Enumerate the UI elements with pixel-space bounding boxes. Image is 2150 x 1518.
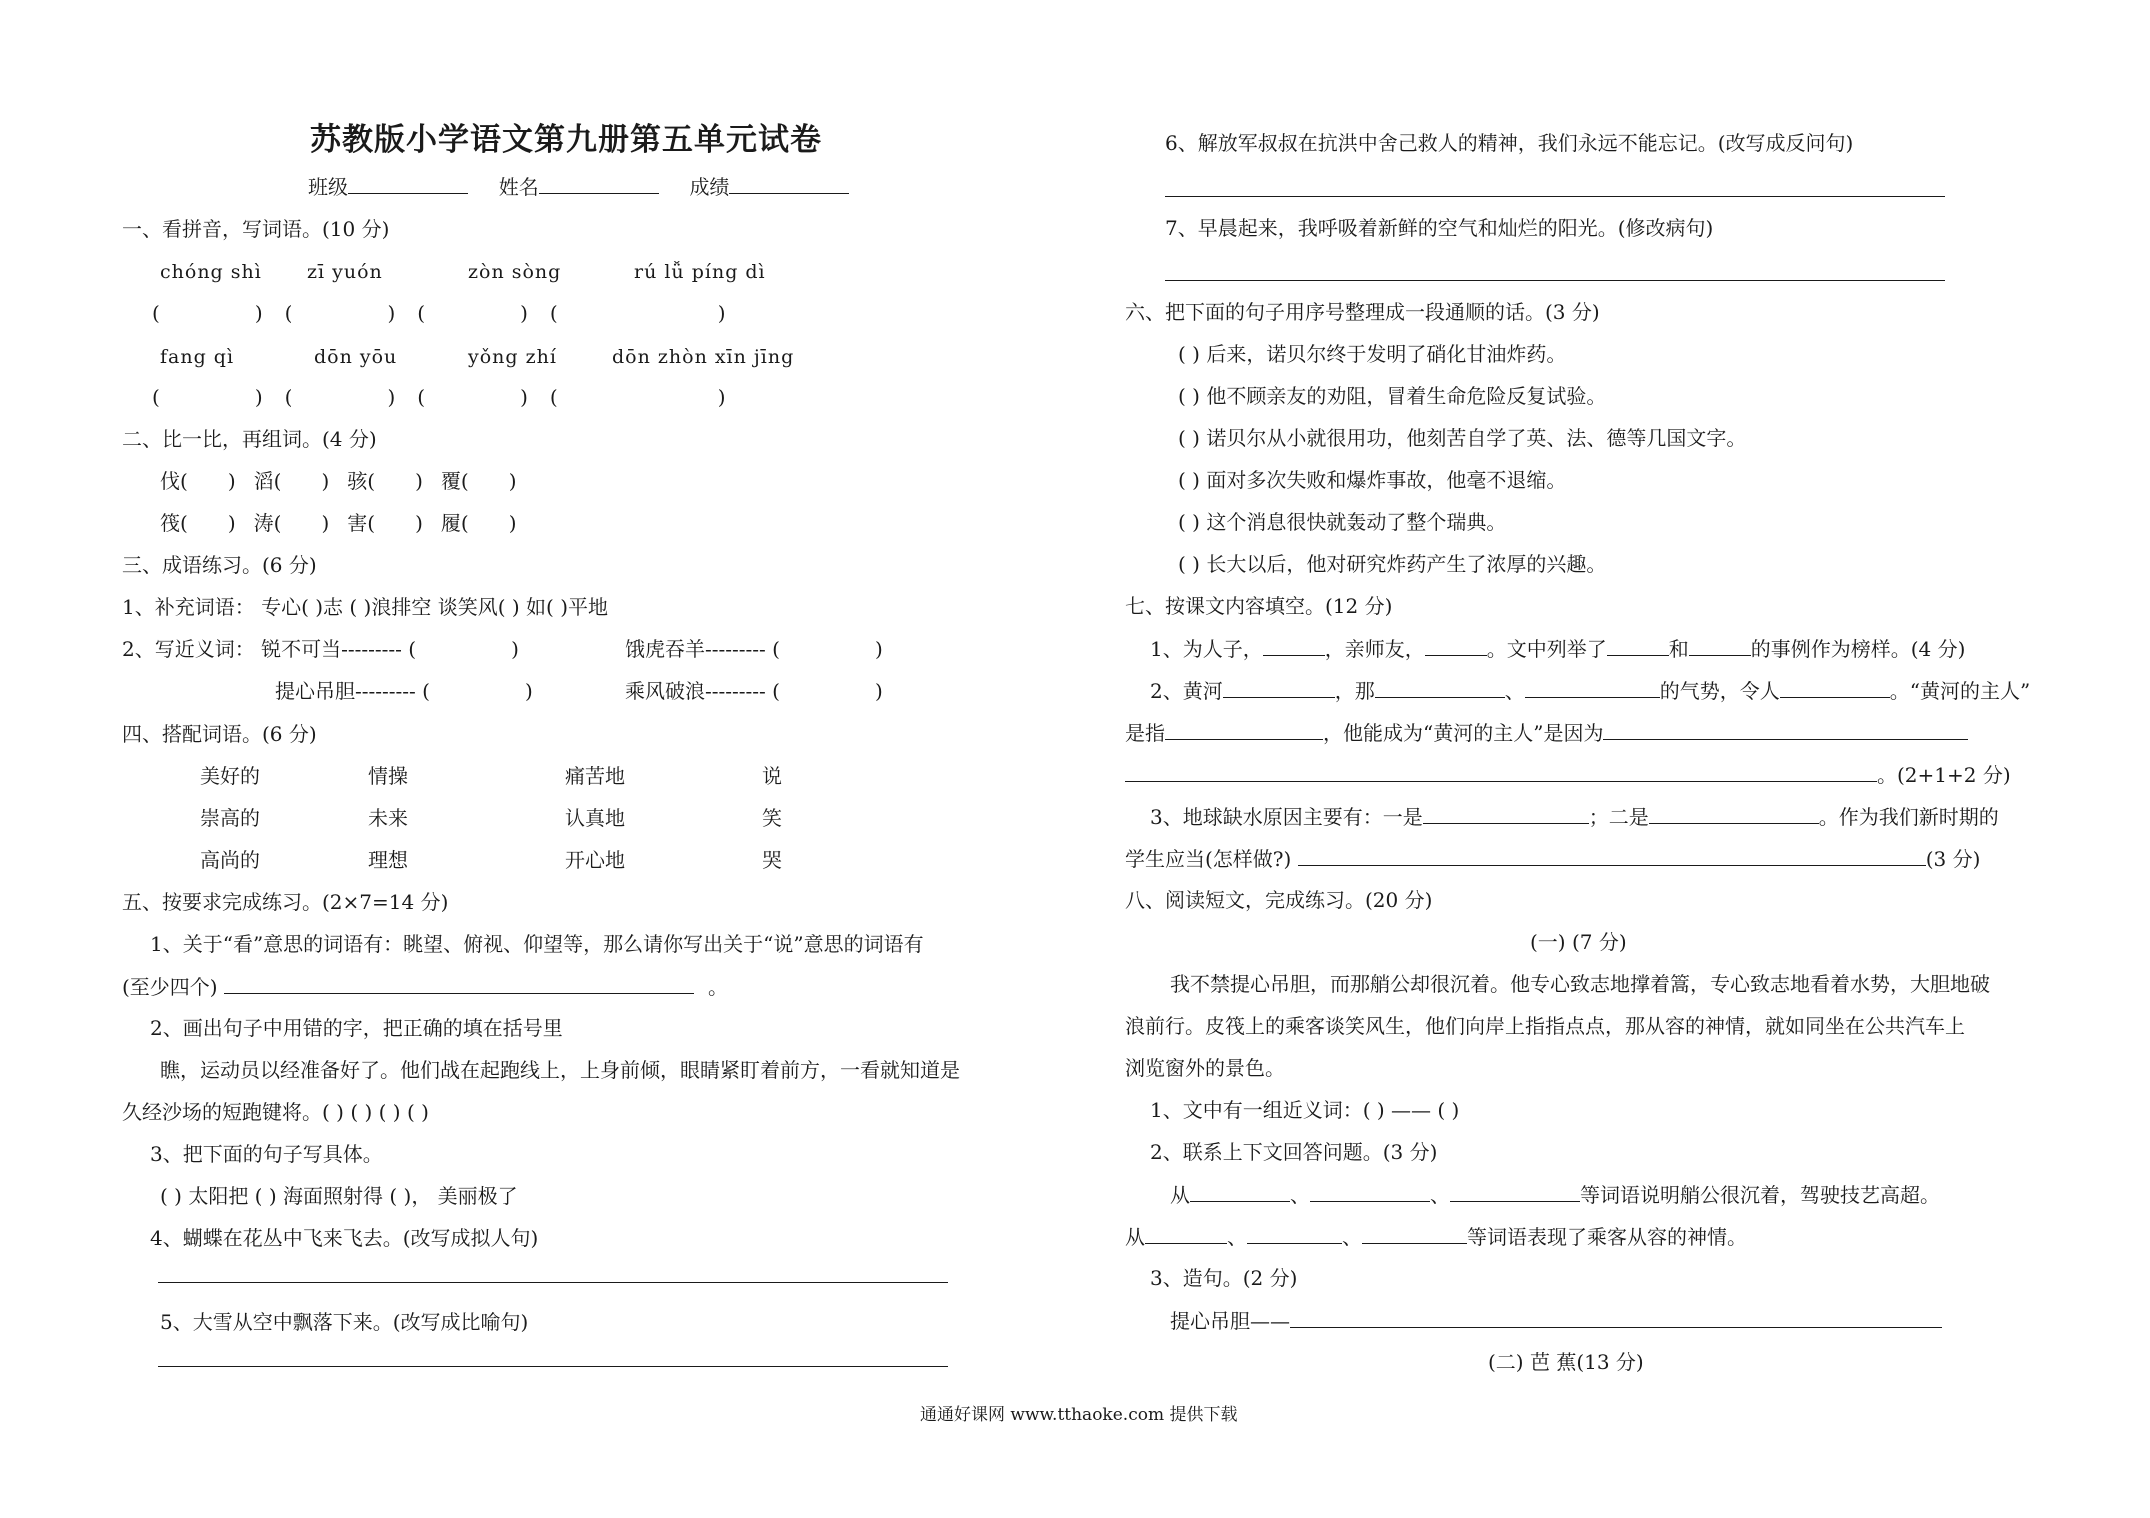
passage-2-title: (二) 芭 蕉(13 分) [1488, 1350, 1644, 1374]
order-item[interactable]: ( ) 面对多次失败和爆炸事故，他毫不退缩。 [1178, 468, 1567, 492]
pinyin-6: dōn yōu [314, 346, 398, 368]
score-label: 成绩 [689, 175, 730, 199]
order-item[interactable]: ( ) 后来，诺贝尔终于发明了硝化甘油炸药。 [1178, 342, 1567, 366]
pinyin-3: zòn sòng [468, 261, 562, 283]
passage-line: 浏览窗外的景色。 [1125, 1056, 1285, 1080]
section-4-heading: 四、搭配词语。(6 分) [122, 722, 317, 746]
passage-1-title: (一) (7 分) [1530, 930, 1627, 954]
class-label: 班级 [308, 175, 348, 199]
match-word[interactable]: 笑 [762, 806, 782, 830]
match-word[interactable]: 认真地 [565, 806, 625, 830]
student-info [308, 173, 849, 200]
order-item[interactable]: ( ) 诺贝尔从小就很用功，他刻苦自学了英、法、德等几国文字。 [1178, 426, 1747, 450]
synonym-1[interactable]: 2、写近义词： 锐不可当--------- ( ) [122, 637, 519, 661]
order-item[interactable]: ( ) 他不顾亲友的劝阻，冒着生命危险反复试验。 [1178, 384, 1607, 408]
q5-1-text: 1、关于“看”意思的词语有：眺望、俯视、仰望等，那么请你写出关于“说”意思的词语有 [150, 932, 924, 956]
q5-7-answer-line[interactable] [1165, 280, 1945, 281]
synonym-2[interactable]: 饿虎吞羊--------- ( ) [625, 637, 883, 661]
match-word[interactable]: 痛苦地 [565, 764, 625, 788]
q5-4-text: 4、蝴蝶在花丛中飞来飞去。(改写成拟人句) [150, 1226, 539, 1250]
q7-3[interactable]: 3、地球缺水原因主要有：一是 ；二是 。作为我们新时期的 [1150, 805, 1999, 829]
q5-6-text: 6、解放军叔叔在抗洪中舍己救人的精神，我们永远不能忘记。(改写成反问句) [1165, 131, 1854, 155]
q5-6-answer-line[interactable] [1165, 196, 1945, 197]
q5-1-answer[interactable]: (至少四个) 。 [122, 975, 728, 999]
q7-1[interactable]: 1、为人子， ，亲师友， 。文中列举了 和 的事例作为榜样。(4 分) [1150, 637, 1966, 661]
q8-3-sentence[interactable]: 提心吊胆—— [1170, 1307, 1942, 1334]
section-5-heading: 五、按要求完成练习。(2×7=14 分) [122, 890, 449, 914]
passage-line: 我不禁提心吊胆，而那艄公却很沉着。他专心致志地撑着篙，专心致志地看着水势，大胆地破 [1170, 972, 1990, 996]
section-7-heading: 七、按课文内容填空。(12 分) [1125, 594, 1393, 618]
match-word[interactable]: 理想 [368, 848, 408, 872]
footer-credit: 通通好课网 www.tthaoke.com 提供下载 [920, 1405, 1238, 1425]
q8-2: 2、联系上下文回答问题。(3 分) [1150, 1140, 1438, 1164]
section-3-heading: 三、成语练习。(6 分) [122, 553, 317, 577]
q8-1[interactable]: 1、文中有一组近义词：( ) —— ( ) [1150, 1098, 1460, 1122]
score-blank[interactable] [729, 173, 849, 194]
idiom-fill-line[interactable]: 1、补充词语： 专心( )志 ( )浪排空 谈笑风( ) 如( )平地 [122, 595, 609, 619]
pinyin-2: zī yuón [307, 261, 383, 283]
section-8-heading: 八、阅读短文，完成练习。(20 分) [1125, 888, 1433, 912]
passage-line: 浪前行。皮筏上的乘客谈笑风生，他们向岸上指指点点，那从容的神情，就如同坐在公共汽车上 [1125, 1014, 1965, 1038]
q5-2-text: 2、画出句子中用错的字，把正确的填在括号里 [150, 1016, 563, 1040]
match-word[interactable]: 未来 [368, 806, 408, 830]
compare-row-2[interactable]: 筏( ) 涛( ) 害( ) 履( ) [160, 511, 517, 535]
name-label: 姓名 [498, 175, 539, 199]
q5-2-sentence: 瞧，运动员以经准备好了。他们战在起跑线上，上身前倾，眼睛紧盯着前方，一看就知道是 [160, 1058, 960, 1082]
match-word[interactable]: 崇高的 [200, 806, 260, 830]
q7-2-cont[interactable]: 是指 ，他能成为“黄河的主人”是因为 [1125, 719, 1968, 746]
pinyin-5: fang qì [160, 346, 235, 368]
section-1-heading: 一、看拼音，写词语。(10 分) [122, 217, 390, 241]
q5-3-fill[interactable]: ( ) 太阳把 ( ) 海面照射得 ( )， 美丽极了 [160, 1184, 518, 1208]
section-2-heading: 二、比一比，再组词。(4 分) [122, 427, 377, 451]
name-blank[interactable] [539, 173, 659, 194]
q5-5-answer-line[interactable] [158, 1366, 948, 1367]
match-word[interactable]: 哭 [762, 848, 782, 872]
pinyin-7: yǒng zhí [468, 346, 557, 368]
synonym-3[interactable]: 提心吊胆--------- ( ) [275, 679, 533, 703]
q5-5-text: 5、大雪从空中飘落下来。(改写成比喻句) [160, 1310, 529, 1334]
match-word[interactable]: 说 [762, 764, 782, 788]
match-word[interactable]: 开心地 [565, 848, 625, 872]
compare-row-1[interactable]: 伐( ) 滔( ) 骇( ) 覆( ) [160, 469, 517, 493]
match-word[interactable]: 美好的 [200, 764, 260, 788]
pinyin-8: dōn zhòn xīn jīng [612, 346, 795, 368]
pinyin-4: rú lǚ píng dì [634, 261, 766, 283]
answer-paren-row-1[interactable]: ( ) ( ) ( ) ( ) [152, 301, 726, 325]
page-title: 苏教版小学语文第九册第五单元试卷 [310, 122, 822, 158]
q5-7-text: 7、早晨起来，我呼吸着新鲜的空气和灿烂的阳光。(修改病句) [1165, 216, 1714, 240]
order-item[interactable]: ( ) 长大以后，他对研究炸药产生了浓厚的兴趣。 [1178, 552, 1607, 576]
q5-4-answer-line[interactable] [158, 1282, 948, 1283]
section-6-heading: 六、把下面的句子用序号整理成一段通顺的话。(3 分) [1125, 300, 1600, 324]
order-item[interactable]: ( ) 这个消息很快就轰动了整个瑞典。 [1178, 510, 1507, 534]
pinyin-1: chóng shì [160, 261, 262, 283]
q8-2-a[interactable]: 从 、 、 等词语说明艄公很沉着，驾驶技艺高超。 [1170, 1183, 1940, 1207]
synonym-4[interactable]: 乘风破浪--------- ( ) [625, 679, 883, 703]
q7-2-end[interactable]: 。(2+1+2 分) [1125, 761, 2011, 788]
q5-3-text: 3、把下面的句子写具体。 [150, 1142, 383, 1166]
q7-3-cont[interactable]: 学生应当(怎样做?) (3 分) [1125, 847, 1981, 871]
match-word[interactable]: 高尚的 [200, 848, 260, 872]
q7-2[interactable]: 2、黄河 ，那 、 的气势，令人 。“黄河的主人” [1150, 679, 2031, 703]
class-blank[interactable] [348, 173, 468, 194]
q8-3: 3、造句。(2 分) [1150, 1266, 1298, 1290]
answer-paren-row-2[interactable]: ( ) ( ) ( ) ( ) [152, 385, 726, 409]
q5-2-answers[interactable]: 久经沙场的短跑键将。( ) ( ) ( ) ( ) [122, 1100, 429, 1124]
match-word[interactable]: 情操 [368, 764, 408, 788]
q8-2-b[interactable]: 从 、 、 等词语表现了乘客从容的神情。 [1125, 1225, 1747, 1249]
